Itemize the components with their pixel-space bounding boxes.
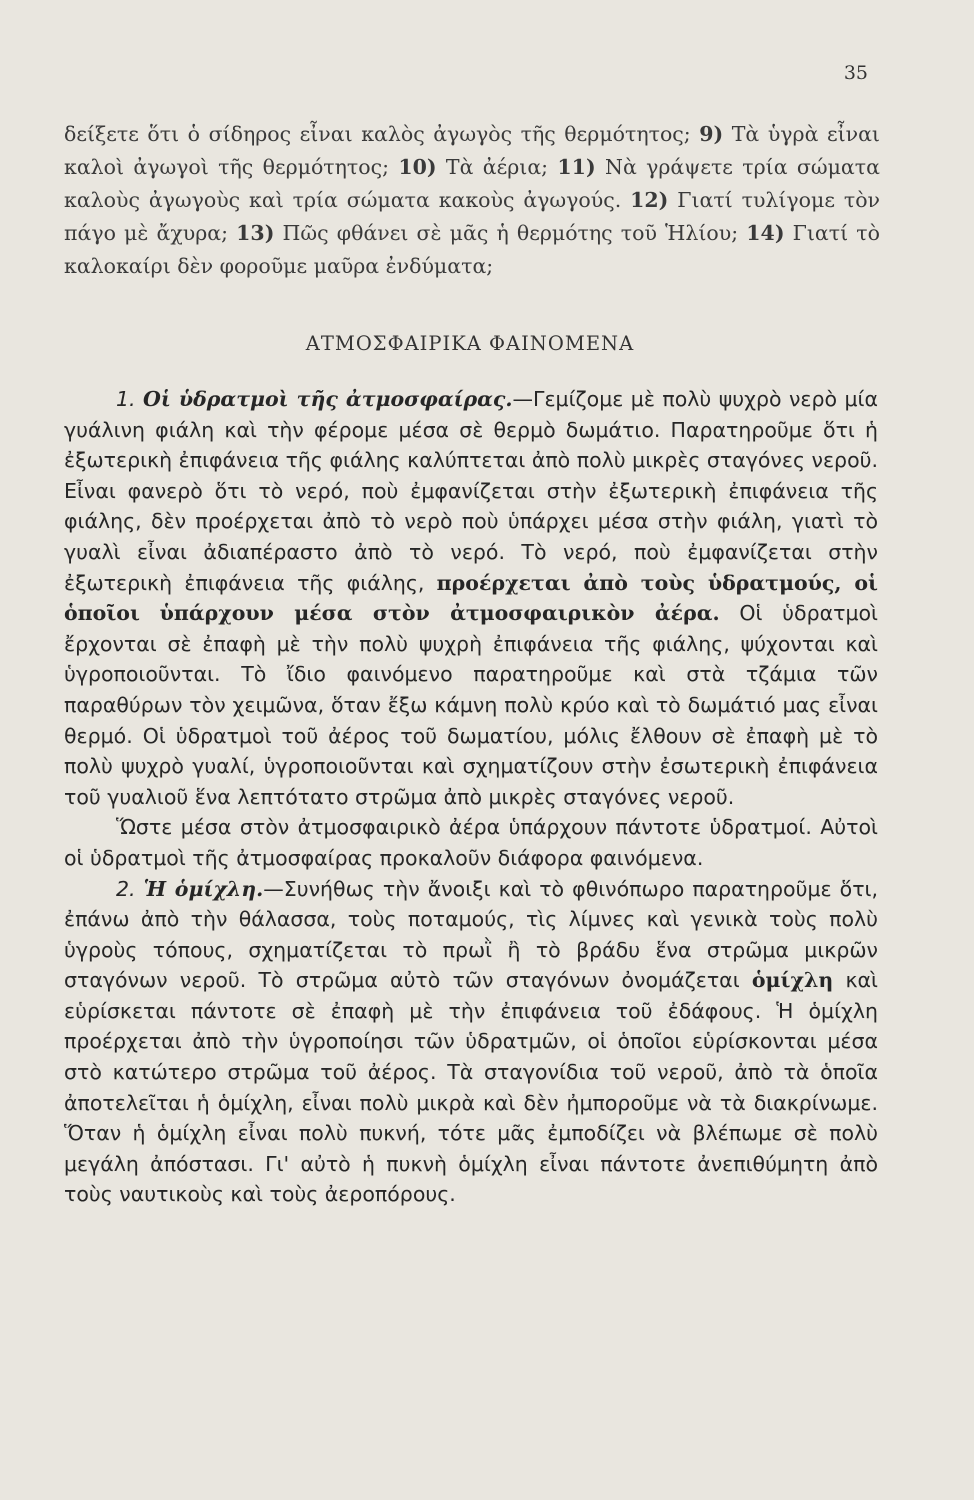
paragraph-text: Γεμίζομε μὲ πολὺ ψυχρὸ νερὸ μία γυάλινη φιάλη καὶ τὴν φέρομε μέσα σὲ θερμὸ δωμάτιο. Παρατηροῦμε ὅτι ἡ ἐξωτερικὴ ἐπιφάνεια τῆς φιάλης καλύπτεται ἀπὸ πολὺ μικρὲς σταγόνες νεροῦ. Εἶναι φανερὸ ὅτι τὸ νερό, ποὺ ἐμφανίζεται στὴν ἐξωτερικὴ ἐπιφάνεια τῆς φιάλης, δὲν προέρχεται ἀπὸ τὸ νερὸ ποὺ ὑπάρχει μέσα στὴν φιάλη, γιατὶ τὸ γυαλὶ εἶναι ἀδιαπέραστο ἀπὸ τὸ νερό. Τὸ νερό, ποὺ ἐμφανίζεται στὴν ἐξωτερικὴ ἐπιφάνεια τῆς φιάλης, [64,387,878,595]
question-9: Τὰ ὑγρὰ εἶναι καλοὶ ἀγωγοὶ τῆς θερμότητος; [64,122,880,179]
question-10: Τὰ ἀέρια; [445,155,549,179]
question-10-number: 10) [398,155,437,179]
question-12: Γιατί τυλίγομε τὸν πάγο μὲ ἄχυρα; [64,188,880,245]
question-14: Γιατί τὸ καλοκαίρι δὲν φοροῦμε μαῦρα ἐνδύματα; [64,221,880,278]
paragraph-number: 2. [116,876,136,901]
question-14-number: 14) [746,221,785,245]
question-11-number: 11) [557,155,596,179]
review-questions [64,118,880,283]
question-13-number: 13) [236,221,275,245]
heading-dash: — [512,387,534,411]
emphasis-text: ὁμίχλη [751,968,834,993]
paragraph-fog [64,874,878,1211]
paragraph-text: Ὥστε μέσα στὸν ἀτμοσφαιρικὸ ἀέρα ὑπάρχουν πάντοτε ὑδρατμοί. Αὐτοὶ οἱ ὑδρατμοὶ τῆς ἀτμοσφαίρας προκαλοῦν διάφορα φαινόμενα. [64,815,878,870]
paragraph-water-vapor [64,384,878,812]
question-12-number: 12) [630,188,669,212]
question-11: Νὰ γράψετε τρία σώματα καλοὺς ἀγωγοὺς καὶ τρία σώματα κακοὺς ἀγωγούς. [64,155,880,212]
paragraph-text: Συνήθως τὴν ἄνοιξι καὶ τὸ φθινόπωρο παρατηροῦμε ὅτι, ἐπάνω ἀπὸ τὴν θάλασσα, τοὺς ποταμούς, τὶς λίμνες καὶ γενικὰ τοὺς πολὺ ὑγροὺς τόπους, σχηματίζεται τὸ πρωῒ ἢ τὸ βράδυ ἕνα στρῶμα μικρῶν σταγόνων νεροῦ. Τὸ στρῶμα αὐτὸ τῶν σταγόνων ὀνομάζεται [64,876,878,993]
question-9-number: 9) [699,122,724,146]
paragraph-heading: Ἡ ὁμίχλη. [143,876,264,901]
emphasis-text: προέρχεται ἀπὸ τοὺς ὑδρατμούς, οἱ ὁποῖοι [64,570,878,626]
emphasis-text: ὑπάρχουν μέσα στὸν ἀτμοσφαιρικὸν ἀέρα. [159,601,720,626]
page-number: 35 [843,62,868,84]
main-text [64,384,878,1210]
paragraph-number: 1. [116,387,136,411]
heading-dash: — [263,876,284,901]
paragraph-text: καὶ εὑρίσκεται πάντοτε σὲ ἐπαφὴ μὲ τὴν ἐπιφάνεια τοῦ ἐδάφους. Ἡ ὁμίχλη προέρχεται ἀπὸ τὴν ὑγροποίησι τῶν ὑδρατμῶν, οἱ ὁποῖοι εὑρίσκονται μέσα στὸ κατώτερο στρῶμα τοῦ ἀέρος. Τὰ σταγονίδια τοῦ νεροῦ, ἀπὸ τὰ ὁποῖα ἀποτελεῖται ἡ ὁμίχλη, εἶναι πολὺ μικρὰ καὶ δὲν ἠμποροῦμε νὰ τὰ διακρίνωμε. Ὅταν ἡ ὁμίχλη εἶναι πολὺ πυκνή, τότε μᾶς ἐμποδίζει νὰ βλέπωμε σὲ πολὺ μεγάλη ἀπόστασι. Γι' αὐτὸ ἡ πυκνὴ ὁμίχλη εἶναι πάντοτε ἀνεπιθύμητη ἀπὸ τοὺς ναυτικοὺς καὶ τοὺς ἀεροπόρους. [64,968,878,1207]
question-8-tail: δείξετε ὅτι ὁ σίδηρος εἶναι καλὸς ἀγωγὸς τῆς θερμότητος; [64,122,691,146]
paragraph-heading: Οἱ ὑδρατμοὶ τῆς ἀτμοσφαίρας. [143,387,513,411]
question-13: Πῶς φθάνει σὲ μᾶς ἡ θερμότης τοῦ Ἡλίου; [282,221,739,245]
section-title: ΑΤΜΟΣΦΑΙΡΙΚΑ ΦΑΙΝΟΜΕΝΑ [305,332,635,355]
paragraph-conclusion [64,812,878,873]
paragraph-text: Οἱ ὑδρατμοὶ ἔρχονται σὲ ἐπαφὴ μὲ τὴν πολὺ ψυχρὴ ἐπιφάνεια τῆς φιάλης, ψύχονται καὶ ὑγροποιοῦνται. Τὸ ἴδιο φαινόμενο παρατηροῦμε καὶ στὰ τζάμια τῶν παραθύρων τὸν χειμῶνα, ὅταν ἔξω κάμνη πολὺ κρύο καὶ τὸ δωμάτιό μας εἶναι θερμό. Οἱ ὑδρατμοὶ τοῦ ἀέρος τοῦ δωματίου, μόλις ἔλθουν σὲ ἐπαφὴ μὲ τὸ πολὺ ψυχρὸ γυαλί, ὑγροποιοῦνται καὶ σχηματίζουν στὴν ἐσωτερικὴ ἐπιφάνεια τοῦ γυαλιοῦ ἕνα λεπτότατο στρῶμα ἀπὸ μικρὲς σταγόνες νεροῦ. [64,601,878,809]
